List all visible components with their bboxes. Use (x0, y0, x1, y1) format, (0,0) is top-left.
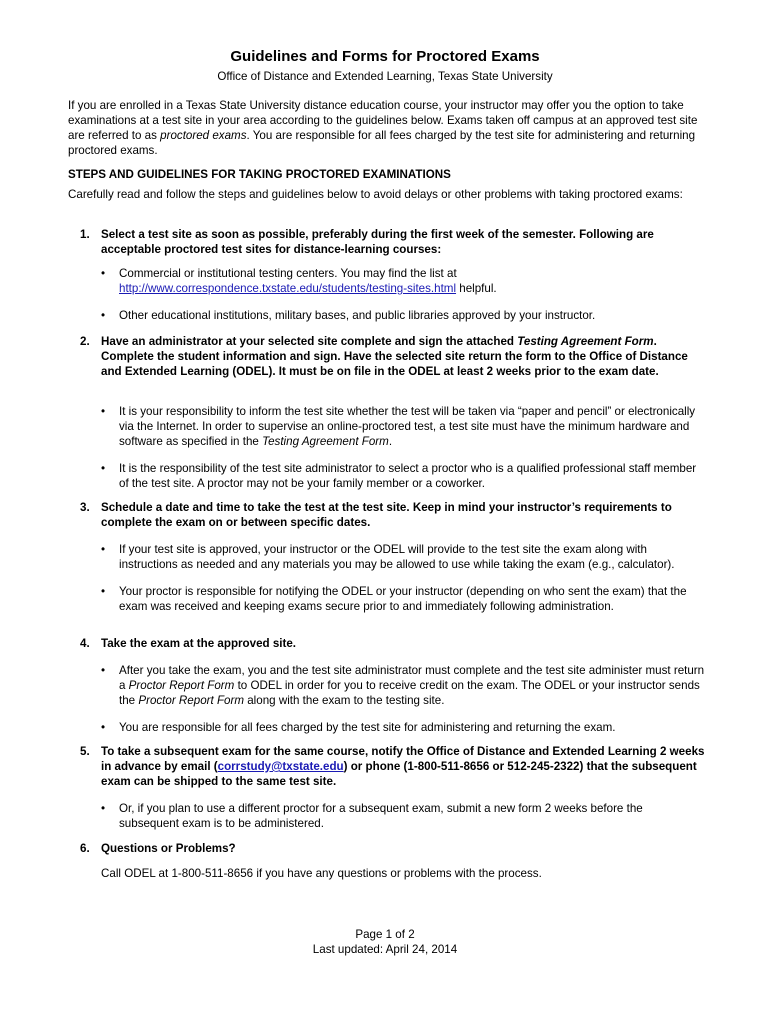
step-1 (68, 227, 708, 257)
bullet-text: Or, if you plan to use a different proctor for a subsequent exam, submit a new form 2 weeks before the subsequent exam is to be administered. (119, 802, 643, 830)
bullet-icon: • (101, 585, 106, 598)
intro-text-1: If you are enrolled in a Texas State University distance education course, your instructor may offer you the option to take examinations at a test site in your area according to the guidelines below. Exams taken off campus at an approved test site are referred to as (68, 99, 698, 142)
step-5 (68, 744, 708, 789)
step-number: 5. (80, 745, 90, 758)
step-text-2: . Complete the student information and sign. Have the selected site return the form to the Office of Distance and Extended Learning (ODEL). It must be on file in the ODEL at least 2 weeks prior to the exam date. (101, 335, 688, 378)
proctor-report-form-ref: Proctor Report Form (138, 694, 245, 707)
bullet-text-3: along with the exam to the testing site. (244, 694, 445, 707)
step-number: 1. (80, 228, 90, 241)
step-2-bullets (101, 404, 705, 491)
step-text-1: Have an administrator at your selected site complete and sign the attached (101, 335, 518, 348)
bullet-text: Other educational institutions, military bases, and public libraries approved by your instructor. (119, 309, 596, 322)
bullet-icon: • (101, 664, 106, 677)
page-number: Page 1 of 2 (355, 928, 415, 941)
bullet-emphasis: Testing Agreement Form (262, 435, 389, 448)
step-text-1: To take a subsequent exam for the same course, notify the Office of Distance and Extended Learning 2 weeks in advance by email ( (101, 745, 705, 773)
bullet-text-end: . (388, 435, 393, 448)
bullet-text: Commercial or institutional testing centers. You may find the list at (119, 267, 457, 280)
bullet-text-end: helpful. (456, 282, 497, 295)
intro-text-2: . You are responsible for all fees charged by the test site for administering and returning proctored exams. (68, 129, 696, 157)
page-subtitle: Office of Distance and Extended Learning, Texas State University (217, 70, 553, 83)
list-item (101, 404, 705, 449)
email-link[interactable]: corrstudy@txstate.edu (217, 760, 344, 773)
step-1-bullets (101, 266, 705, 323)
bullet-icon: • (101, 543, 106, 556)
bullet-icon: • (101, 267, 106, 280)
intro-paragraph (68, 98, 708, 158)
list-item (101, 720, 705, 735)
bullet-text: If your test site is approved, your instructor or the ODEL will provide to the test site the exam along with instructions as needed and any materials you may be allowed to use while taking the exam (e.g., calculator). (119, 543, 675, 571)
step-text: Schedule a date and time to take the test at the test site. Keep in mind your instructor’s requirements to complete the exam on or between specific dates. (101, 501, 672, 529)
intro-emphasis: proctored exams (160, 129, 247, 142)
step-text: Select a test site as soon as possible, preferably during the first week of the semester. Following are acceptable proctored test sites for distance-learning courses: (101, 228, 654, 256)
step-number: 2. (80, 335, 90, 348)
step-3-bullets (101, 542, 705, 614)
step-text (101, 334, 708, 379)
proctor-report-form-ref: Proctor Report Form (128, 679, 235, 692)
bullet-icon: • (101, 721, 106, 734)
list-item (101, 461, 705, 491)
lead-paragraph: Carefully read and follow the steps and guidelines below to avoid delays or other problems with taking proctored exams: (68, 188, 683, 201)
step-number: 3. (80, 501, 90, 514)
bullet-text-2: to ODEL in order for you to receive credit on the exam. The ODEL or your instructor sends the (119, 679, 700, 707)
testing-agreement-form-ref: Testing Agreement Form (517, 335, 654, 348)
page-title: Guidelines and Forms for Proctored Exams (230, 48, 540, 65)
list-item (101, 542, 705, 572)
section-heading: STEPS AND GUIDELINES FOR TAKING PROCTORED EXAMINATIONS (68, 168, 451, 181)
step-text-2: ) or phone (1-800-511-8656 or 512-245-2322) that the subsequent exam can be shipped to the same test site. (101, 760, 697, 788)
last-updated: Last updated: April 24, 2014 (312, 943, 458, 956)
bullet-icon: • (101, 309, 106, 322)
list-item (101, 801, 705, 831)
bullet-icon: • (101, 462, 106, 475)
list-item (101, 663, 705, 708)
step-6-body: Call ODEL at 1-800-511-8656 if you have any questions or problems with the process. (101, 867, 542, 880)
bullet-icon: • (101, 802, 106, 815)
step-3 (68, 500, 708, 530)
step-4-bullets (101, 663, 705, 735)
step-number: 4. (80, 637, 90, 650)
list-item (101, 584, 705, 614)
list-item (101, 308, 705, 323)
step-text: Take the exam at the approved site. (101, 637, 297, 650)
step-5-bullets (101, 801, 705, 831)
bullet-text: Your proctor is responsible for notifying the ODEL or your instructor (depending on who sent the exam) that the exam was received and keeping exams secure prior to and immediately following administration. (119, 585, 687, 613)
bullet-icon: • (101, 405, 106, 418)
bullet-text-1: After you take the exam, you and the test site administrator must complete and the test site administer must return a (119, 664, 705, 692)
list-item (101, 266, 705, 296)
step-text (101, 744, 708, 789)
step-number: 6. (80, 842, 90, 855)
bullet-text: You are responsible for all fees charged by the test site for administering and returning the exam. (119, 721, 616, 734)
step-2 (68, 334, 708, 379)
testing-sites-link[interactable]: http://www.correspondence.txstate.edu/students/testing-sites.html (119, 282, 457, 295)
bullet-text: It is your responsibility to inform the test site whether the test will be taken via “paper and pencil” or electronically via the Internet. In order to supervise an online-proctored test, a test site must have the minimum hardware and software as specified in the (119, 405, 696, 448)
step-4 (68, 636, 708, 651)
step-text: Questions or Problems? (101, 842, 236, 855)
step-6 (68, 841, 708, 856)
bullet-text: It is the responsibility of the test site administrator to select a proctor who is a qualified professional staff member of the test site. A proctor may not be your family member or a coworker. (119, 462, 697, 490)
